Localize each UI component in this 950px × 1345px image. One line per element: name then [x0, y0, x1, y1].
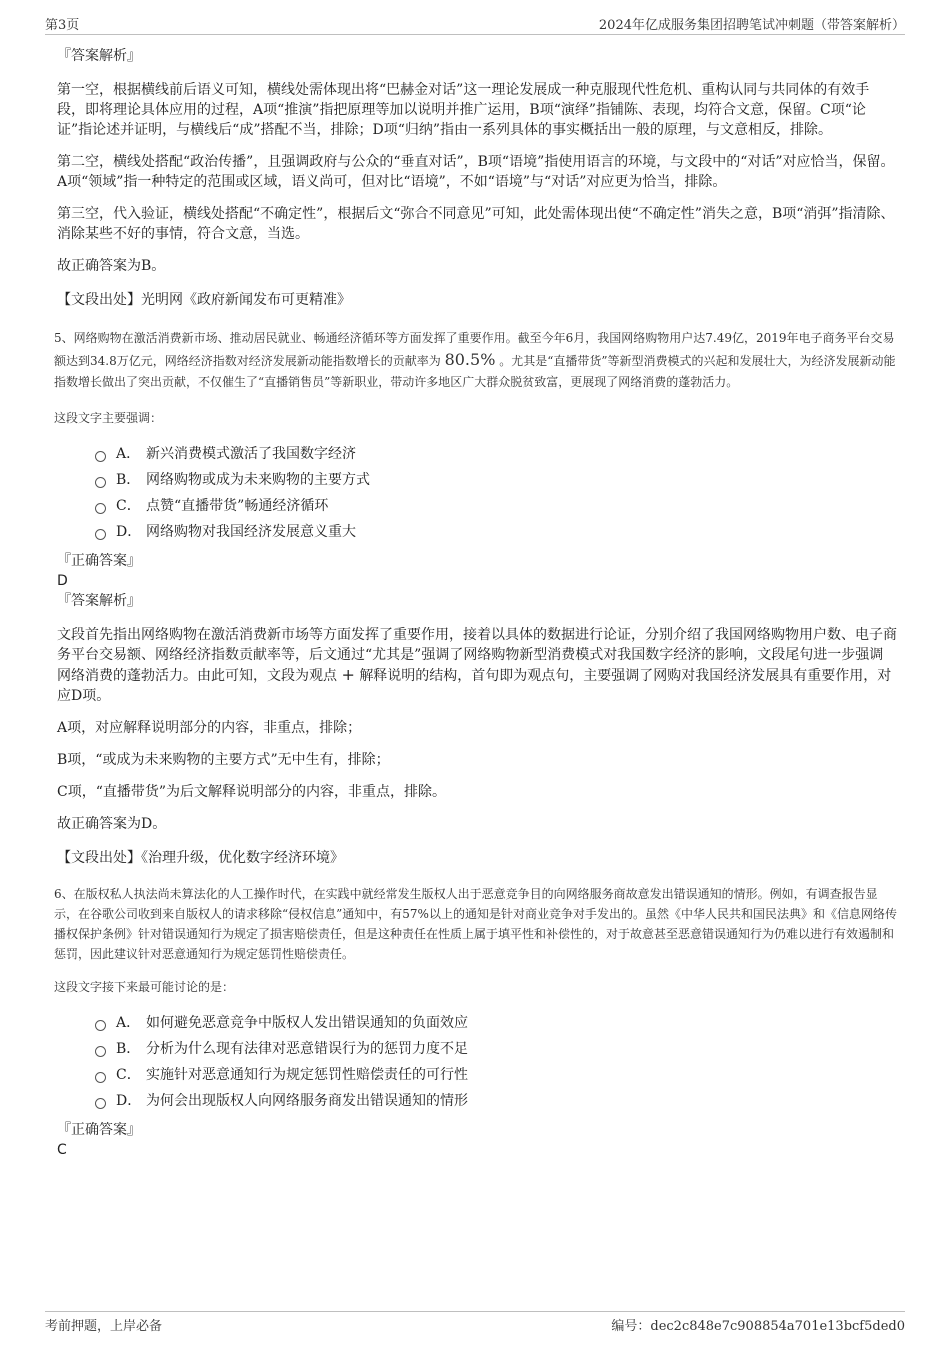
math-value: 80.5%	[444, 350, 496, 369]
question-text: 5、网络购物在激活消费新市场、推动居民就业、畅通经济循环等方面发挥了重要作用。截至今年6月，我国网络购物用户达7.49亿，2019年电子商务平台交易额达到34.8万亿元，网络经济指数对经济发展新动能指数增长的贡献率为 80.5% 。尤其是“直播带货”等新型消费模式的兴起和发展壮大，为经济发展新动能指数增长做出了突出贡献，不仅催生了“直播销售员”等新职业，带动许多地区广大群众脱贫致富，更展现了网络消费的蓬勃活力。	[54, 331, 896, 389]
option-b[interactable]: B． 网络购物或成为未来购物的主要方式	[95, 467, 897, 493]
question-prompt: 这段文字接下来最可能讨论的是：	[54, 980, 235, 994]
question-6	[54, 884, 897, 1160]
option-c[interactable]: C． 实施针对恶意通知行为规定惩罚性赔偿责任的可行性	[95, 1062, 897, 1088]
question-prompt: 这段文字主要强调：	[54, 411, 163, 425]
option-b[interactable]: B． 分析为什么现有法律对恶意错误行为的惩罚力度不足	[95, 1036, 897, 1062]
analysis-label: 『答案解析』	[57, 593, 141, 609]
page-content	[54, 46, 897, 1160]
options-list	[95, 1010, 897, 1114]
analysis-paragraph: 文段首先指出网络购物在激活消费新市场等方面发挥了重要作用，接着以具体的数据进行论证，分别介绍了我国网络购物用户数、电子商务平台交易额、网络经济指数贡献率等，后文通过“尤其是”强调了网络购物新型消费模式对我国数字经济的影响，文段尾句进一步强调网络消费的蓬勃活力。由此可知，文段为观点 + 解释说明的结构，首句即为观点句，主要强调了网购对我国经济发展具有重要作用，对应D项。	[57, 627, 897, 704]
analysis-label: 『答案解析』	[57, 48, 141, 64]
document-title: 2024年亿成服务集团招聘笔试冲刺题（带答案解析）	[598, 18, 905, 33]
analysis-body	[57, 625, 897, 834]
option-c[interactable]: C． 点赞“直播带货”畅通经济循环	[95, 493, 897, 519]
question-text: 6、在版权私人执法尚未算法化的人工操作时代，在实践中就经常发生版权人出于恶意竞争目的向网络服务商故意发出错误通知的情形。例如，有调查报告显示，在谷歌公司收到来自版权人的请求移除“侵权信息”通知中，有57%以上的通知是针对商业竞争对手发出的。虽然《中华人民共和国民法典》和《信息网络传播权保护条例》针对错误通知行为规定了损害赔偿责任，但是这种责任在性质上属于填平性和补偿性的，对于故意甚至恶意错误通知行为仍难以进行有效遏制和惩罚，因此建议针对恶意通知行为规定惩罚性赔偿责任。	[54, 887, 897, 961]
plus-symbol: +	[341, 665, 355, 684]
analysis-paragraph: C项，“直播带货”为后文解释说明部分的内容，非重点，排除。	[57, 784, 447, 800]
document-id: 编号：dec2c848e7c908854a701e13bcf5ded0	[611, 1319, 905, 1334]
option-a[interactable]: A． 如何避免恶意竞争中版权人发出错误通知的负面效应	[95, 1010, 897, 1036]
option-a[interactable]: A． 新兴消费模式激活了我国数字经济	[95, 441, 897, 467]
analysis-paragraph: 第一空，根据横线前后语义可知，横线处需体现出将“巴赫金对话”这一理论发展成一种克服现代性危机、重构认同与共同体的有效手段，即将理论具体应用的过程，A项“推演”指把原理等加以说明并推广运用，B项“演绎”指铺陈、表现，均符合文意，保留。C项“论证”指论述并证明，与横线后“成”搭配不当，排除；D项“归纳”指由一系列具体的事实概括出一般的原理，与文意相反，排除。	[57, 82, 870, 138]
analysis-paragraph: A项，对应解释说明部分的内容，非重点，排除；	[57, 720, 362, 736]
options-list	[95, 441, 897, 545]
radio-icon[interactable]	[95, 1072, 106, 1083]
option-d[interactable]: D． 为何会出现版权人向网络服务商发出错误通知的情形	[95, 1088, 897, 1114]
analysis-paragraph: 第二空，横线处搭配“政治传播”，且强调政府与公众的“垂直对话”，B项“语境”指使用语言的环境，与文段中的“对话”对应恰当，保留。A项“领域”指一种特定的范围或区域，语义尚可，但对比“语境”，不如“语境”与“对话”对应更为恰当，排除。	[57, 154, 895, 190]
correct-answer: D	[57, 573, 68, 589]
page-footer	[45, 1311, 905, 1334]
question-5	[54, 328, 897, 868]
analysis-conclusion: 故正确答案为D。	[57, 816, 167, 832]
radio-icon[interactable]	[95, 1020, 106, 1031]
option-d[interactable]: D． 网络购物对我国经济发展意义重大	[95, 519, 897, 545]
radio-icon[interactable]	[95, 529, 106, 540]
radio-icon[interactable]	[95, 451, 106, 462]
analysis-conclusion: 故正确答案为B。	[57, 258, 166, 274]
source-citation: 【文段出处】光明网《政府新闻发布可更精准》	[57, 292, 351, 308]
analysis-body	[57, 80, 897, 276]
radio-icon[interactable]	[95, 477, 106, 488]
radio-icon[interactable]	[95, 1046, 106, 1057]
page-header	[45, 12, 905, 35]
radio-icon[interactable]	[95, 503, 106, 514]
analysis-paragraph: B项，“或成为未来购物的主要方式”无中生有，排除；	[57, 752, 390, 768]
correct-answer: C	[57, 1142, 67, 1158]
radio-icon[interactable]	[95, 1098, 106, 1109]
page-number: 第3页	[45, 18, 80, 33]
footer-slogan: 考前押题，上岸必备	[45, 1319, 163, 1334]
analysis-paragraph: 第三空，代入验证，横线处搭配“不确定性”，根据后文“弥合不同意见”可知，此处需体现出使“不确定性”消失之意，B项“消弭”指清除、消除某些不好的事情，符合文意，当选。	[57, 206, 895, 242]
correct-answer-label: 『正确答案』	[57, 553, 141, 569]
correct-answer-label: 『正确答案』	[57, 1122, 141, 1138]
source-citation: 【文段出处】《治理升级，优化数字经济环境》	[57, 850, 344, 866]
